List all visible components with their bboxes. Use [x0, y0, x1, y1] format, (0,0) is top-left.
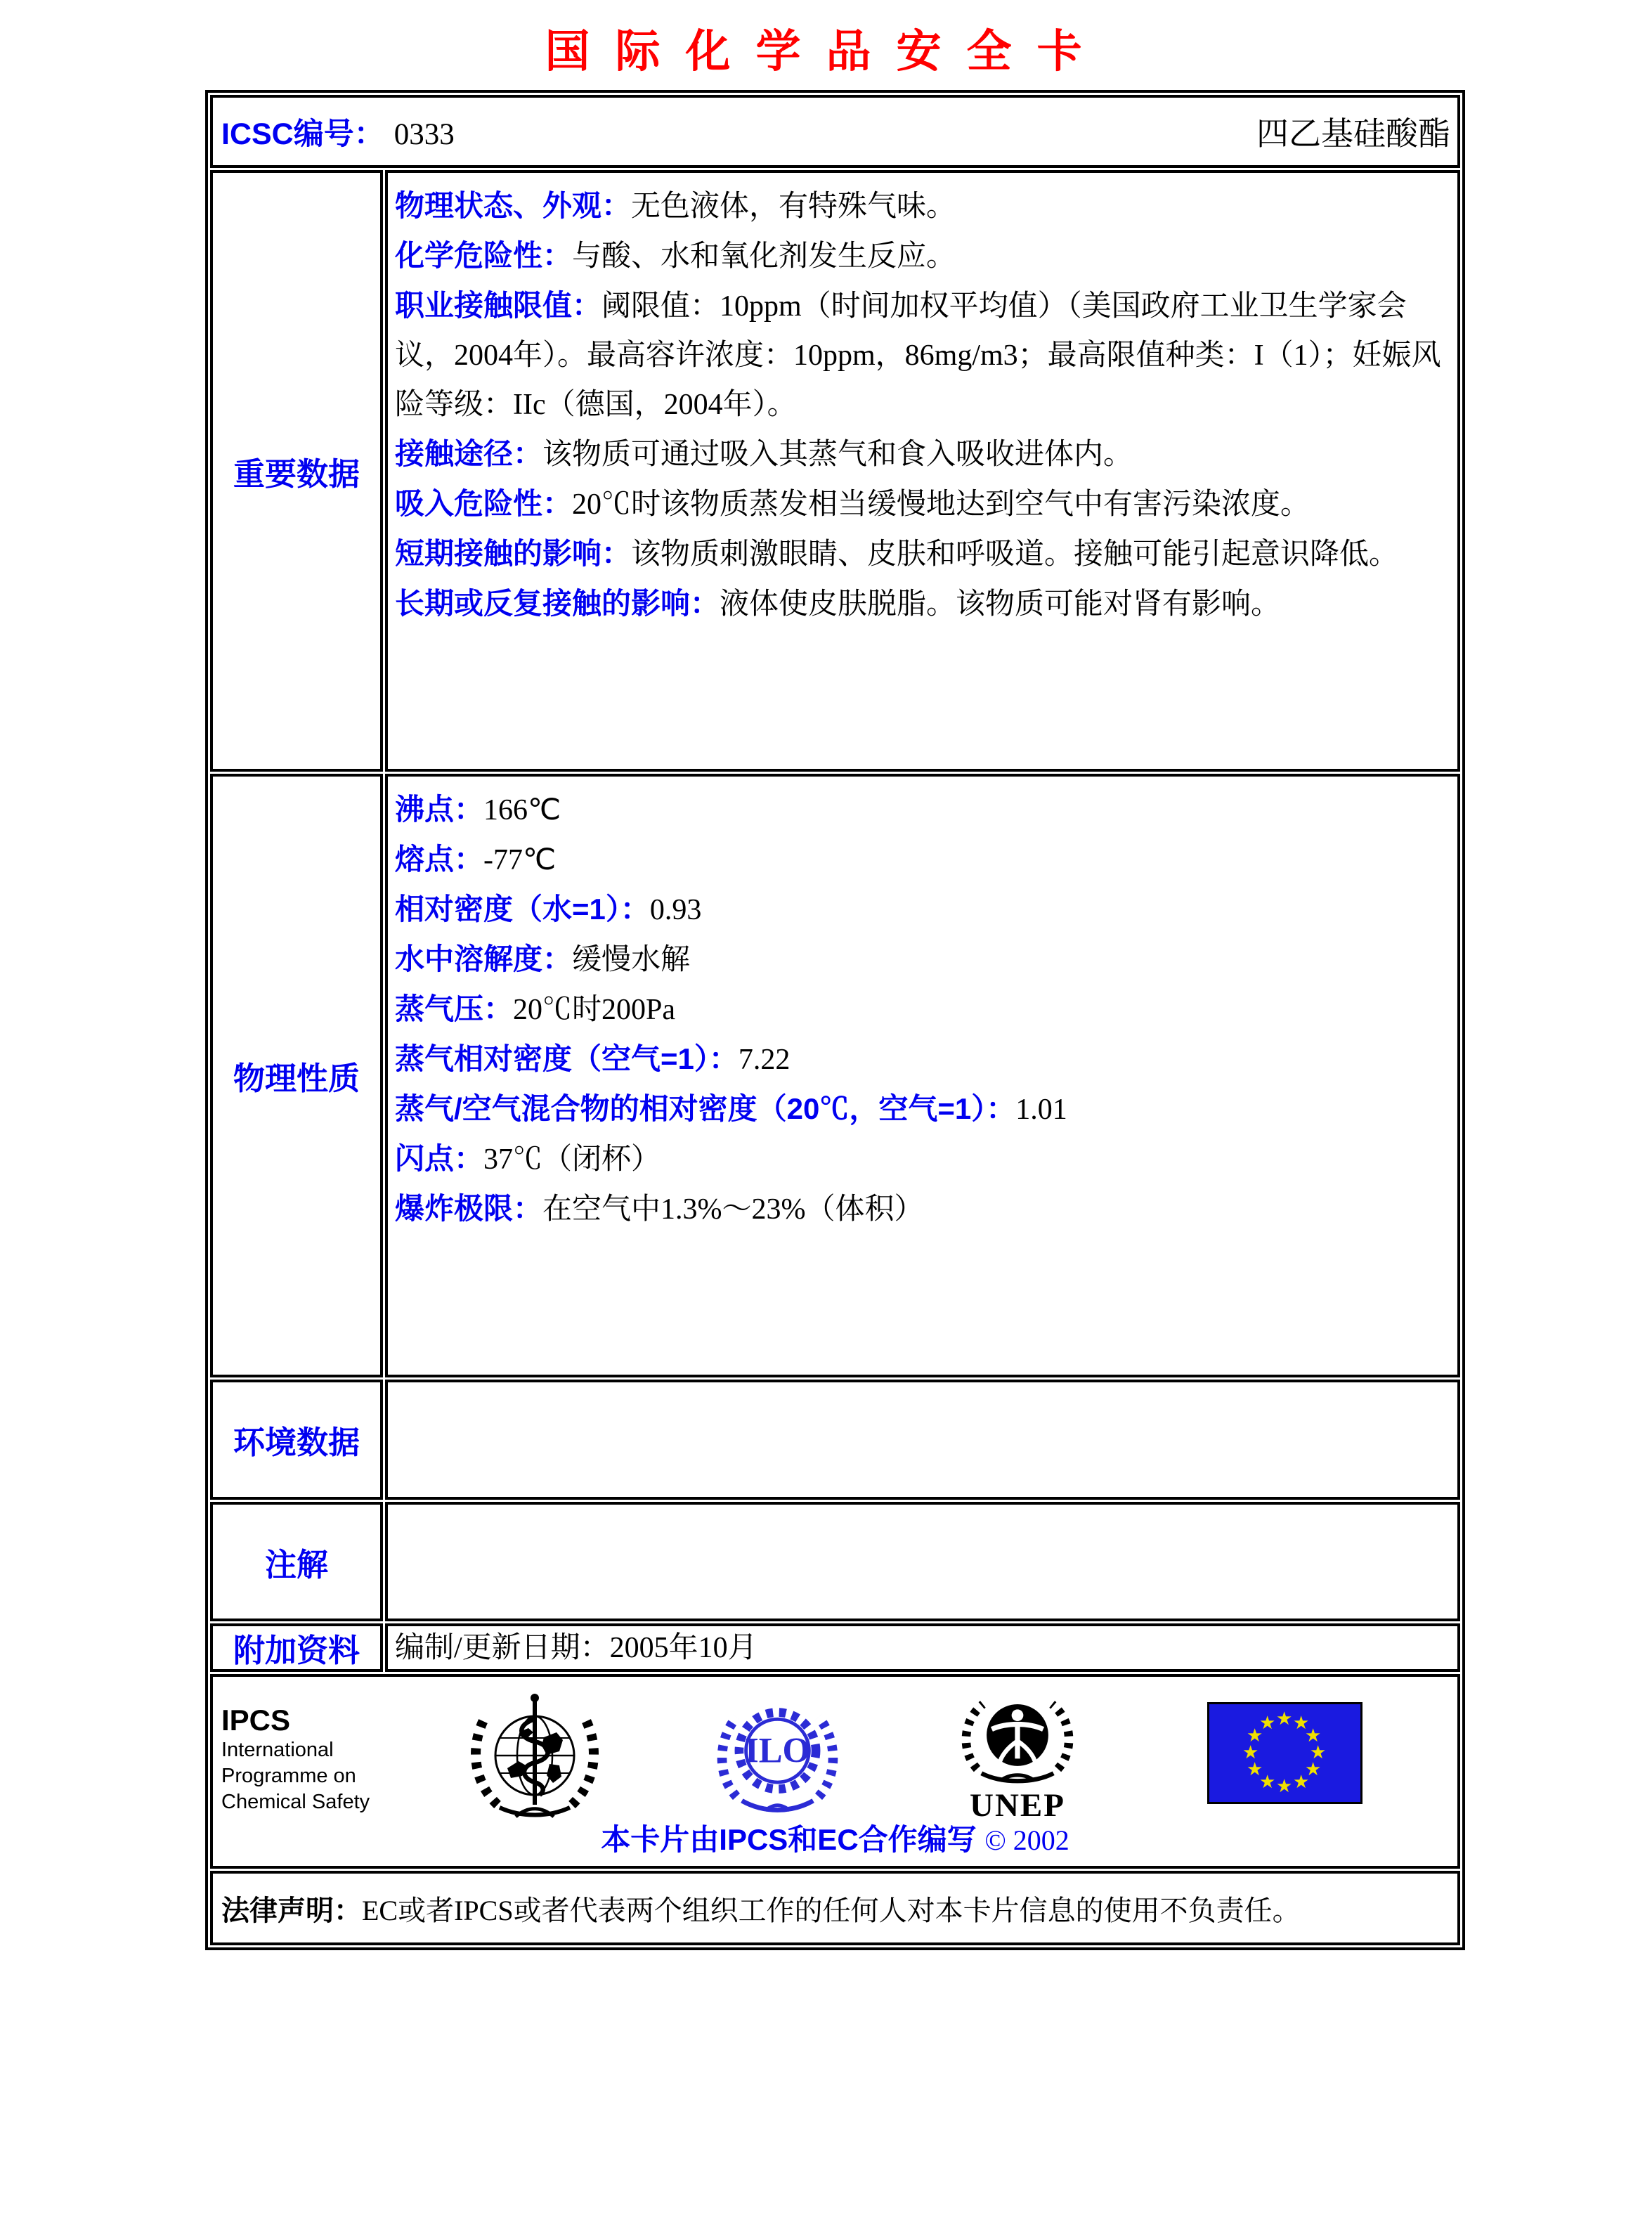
field-value: 20℃时该物质蒸发相当缓慢地达到空气中有害污染浓度。 [572, 488, 1310, 521]
field-value: 阈限值：10ppm（时间加权平均值）（美国政府工业卫生学家会议，2004年）。最高容许浓度：10ppm，86mg/m3；最高限值种类：I（1）；妊娠风险等级：IIc（德国，2004年）。 [395, 290, 1441, 421]
field-label: 蒸气/空气混合物的相对密度（20℃，空气=1）： [395, 1092, 1016, 1125]
field-value: 该物质刺激眼睛、皮肤和呼吸道。接触可能引起意识降低。 [631, 538, 1399, 571]
data-line [395, 479, 1452, 529]
field-label: 化学危险性： [395, 239, 573, 272]
eu-star: ★ [1310, 1742, 1327, 1763]
field-value: 该物质可通过吸入其蒸气和食入吸收进体内。 [542, 439, 1133, 471]
notes-content [385, 1502, 1460, 1621]
field-value: 0.93 [649, 894, 702, 926]
footer-caption [213, 1817, 1457, 1859]
icsc-number-label: ICSC编号： [221, 117, 384, 151]
eu-star: ★ [1242, 1742, 1259, 1763]
field-value: 在空气中1.3%～23%（体积） [542, 1193, 924, 1226]
ipcs-subtitle-line: Programme on [221, 1765, 356, 1787]
ipcs-subtitle-line: International [221, 1739, 334, 1761]
additional-info-section-label: 附加资料 [210, 1623, 383, 1672]
field-label: 吸入危险性： [395, 487, 573, 520]
ipcs-subtitle-line: Chemical Safety [221, 1791, 370, 1813]
field-label: 蒸气相对密度（空气=1）： [395, 1042, 739, 1075]
field-label: 物理状态、外观： [395, 189, 632, 222]
data-line [395, 1034, 1452, 1084]
field-label: 长期或反复接触的影响： [395, 587, 720, 620]
eu-star: ★ [1259, 1772, 1276, 1793]
environmental-data-section-label: 环境数据 [210, 1380, 383, 1500]
eu-star: ★ [1305, 1759, 1322, 1780]
unep-label: UNEP [970, 1787, 1065, 1824]
field-label: 爆炸极限： [395, 1192, 543, 1225]
eu-flag-icon [1207, 1702, 1362, 1804]
notes-section-label: 注解 [210, 1502, 383, 1621]
data-line [395, 1134, 1452, 1184]
physical-properties-row [210, 774, 1460, 1377]
field-label: 短期接触的影响： [395, 537, 632, 570]
field-label: 水中溶解度： [395, 942, 573, 975]
legal-row [210, 1871, 1460, 1945]
field-value: 7.22 [738, 1044, 791, 1076]
chemical-name: 四乙基硅酸酯 [1256, 116, 1450, 152]
safety-card-table [205, 90, 1465, 1950]
caption-text: 本卡片由IPCS和EC合作编写 [601, 1823, 977, 1856]
eu-star: ★ [1247, 1759, 1263, 1780]
field-value: 与酸、水和氧化剂发生反应。 [572, 240, 956, 273]
unep-logo-icon [954, 1688, 1081, 1785]
icsc-number-value: 0333 [394, 117, 455, 151]
physical-properties-content [385, 774, 1460, 1377]
data-line [395, 181, 1452, 231]
additional-info-row [210, 1623, 1460, 1672]
physical-properties-section-label: 物理性质 [210, 774, 383, 1377]
page-title: 国际化学品安全卡 [545, 27, 1107, 77]
data-line [395, 281, 1452, 429]
data-line [395, 529, 1452, 579]
notes-row [210, 1502, 1460, 1621]
important-data-content [385, 170, 1460, 772]
field-value: 缓慢水解 [572, 944, 691, 976]
eu-star: ★ [1293, 1713, 1310, 1734]
ipcs-title: IPCS [221, 1704, 291, 1737]
legal-text: EC或者IPCS或者代表两个组织工作的任何人对本卡片信息的使用不负责任。 [362, 1894, 1301, 1926]
eu-star: ★ [1305, 1725, 1322, 1746]
who-logo-icon [460, 1685, 609, 1826]
field-label: 职业接触限值： [395, 289, 602, 322]
field-label: 闪点： [395, 1142, 484, 1175]
environmental-data-content [385, 1380, 1460, 1500]
field-value: 无色液体，有特殊气味。 [631, 190, 956, 223]
additional-info-content: 编制/更新日期：2005年10月 [385, 1623, 1460, 1672]
footer-row [210, 1674, 1460, 1869]
data-line [395, 579, 1452, 629]
data-line [395, 231, 1452, 281]
eu-star: ★ [1276, 1776, 1293, 1797]
data-line [395, 1084, 1452, 1134]
unep-logo-block [944, 1688, 1091, 1822]
field-label: 蒸气压： [395, 992, 514, 1025]
icsc-number-group [221, 110, 455, 153]
field-label: 接触途径： [395, 437, 543, 470]
eu-star: ★ [1293, 1772, 1310, 1793]
eu-star: ★ [1259, 1713, 1276, 1734]
data-line [395, 1184, 1452, 1234]
field-value: 37℃（闭杯） [483, 1143, 661, 1176]
field-value: -77℃ [483, 844, 557, 876]
field-value: 166℃ [483, 794, 561, 826]
field-label: 沸点： [395, 793, 484, 826]
data-line [395, 429, 1452, 479]
data-line [395, 935, 1452, 985]
data-line [395, 985, 1452, 1034]
important-data-row [210, 170, 1460, 772]
data-line [395, 885, 1452, 935]
header-row [210, 95, 1460, 168]
eu-star: ★ [1247, 1725, 1263, 1746]
field-label: 熔点： [395, 843, 484, 876]
footer-cell [210, 1674, 1460, 1869]
copyright-text: © 2002 [984, 1824, 1069, 1856]
data-line [395, 785, 1452, 835]
data-line [395, 835, 1452, 885]
eu-star: ★ [1276, 1708, 1293, 1730]
field-value: 液体使皮肤脱脂。该物质可能对肾有影响。 [720, 588, 1281, 621]
ilo-letters: ILO [745, 1730, 810, 1770]
legal-cell [210, 1871, 1460, 1945]
environmental-data-row [210, 1380, 1460, 1500]
field-label: 相对密度（水=1）： [395, 893, 650, 926]
ipcs-block [221, 1704, 370, 1815]
field-value: 20℃时200Pa [513, 994, 676, 1026]
legal-label: 法律声明： [221, 1895, 362, 1926]
field-value: 1.01 [1015, 1094, 1067, 1126]
important-data-section-label: 重要数据 [210, 170, 383, 772]
header-cell [210, 95, 1460, 168]
ilo-logo-icon [709, 1692, 846, 1817]
